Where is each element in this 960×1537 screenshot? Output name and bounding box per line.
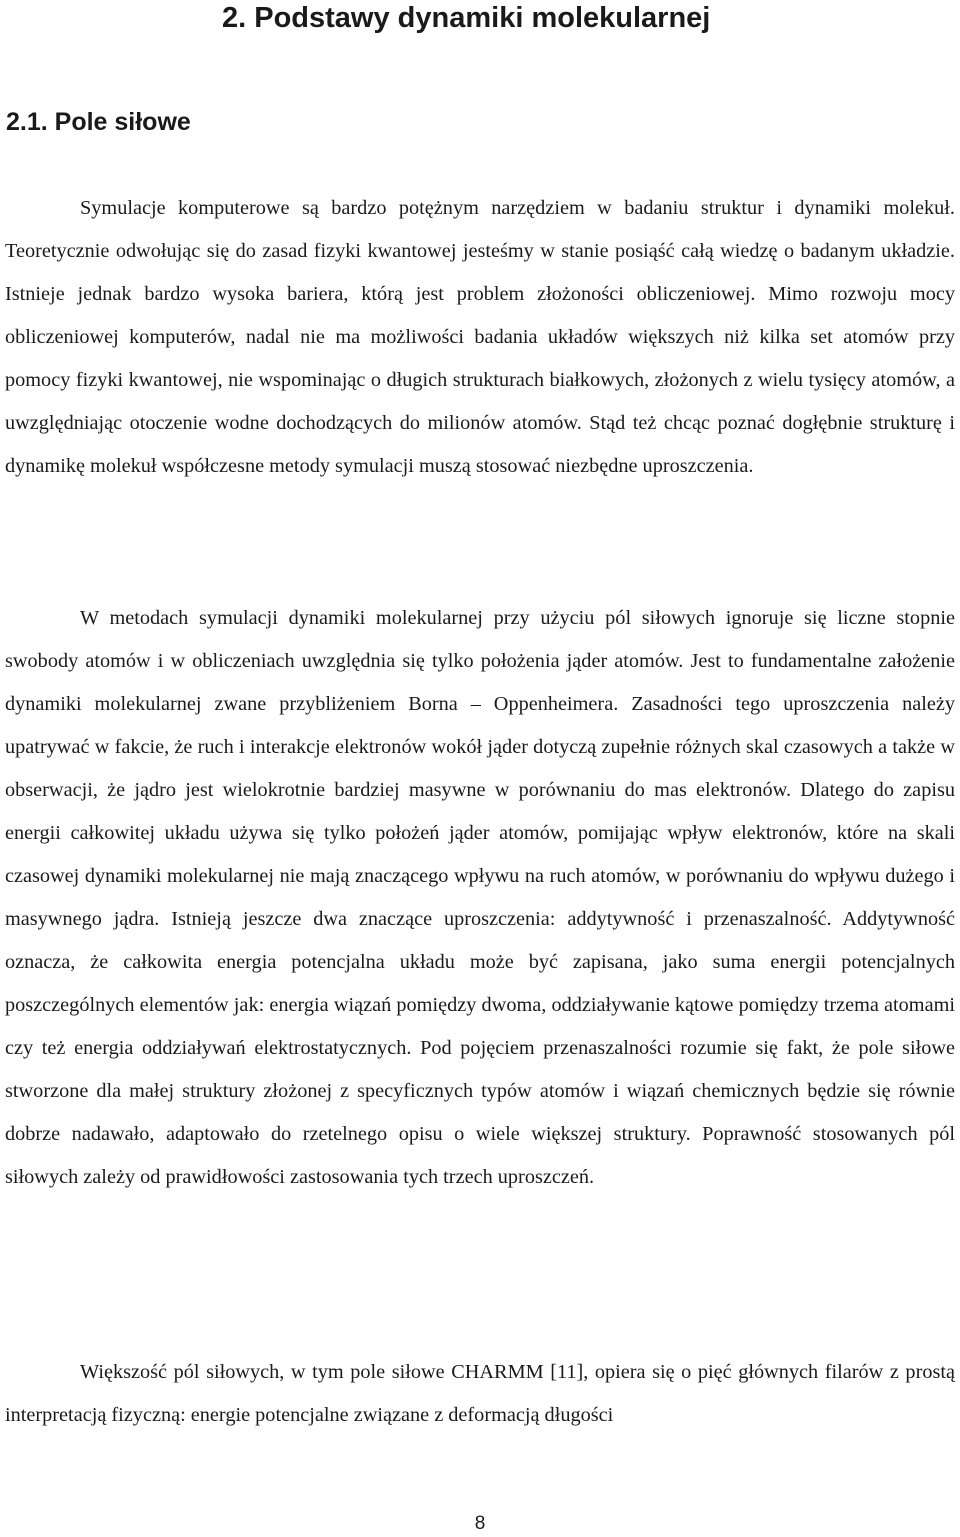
page-number: 8 <box>474 1513 486 1534</box>
paragraph-charmm: Większość pól siłowych, w tym pole siłowe CHARMM [11], opiera się o pięć głównych filarów z prostą interpretacją fizyczną: energie potencjalne związane z deformacją długości <box>5 1361 955 1426</box>
paragraph-simplifications: W metodach symulacji dynamiki molekularnej przy użyciu pól siłowych ignoruje się liczne stopnie swobody atomów i w obliczeniach uwzględnia się tylko położenia jąder atomów. Jest to fundamentalne założenie dynamiki molekularnej zwane przybliżeniem Borna – Oppenheimera. Zasadności tego uproszczenia należy upatrywać w fakcie, że ruch i interakcje elektronów wokół jąder dotyczą zupełnie różnych skal czasowych a także w obserwacji, że jądro jest wielokrotnie bardziej masywne w porównaniu do mas elektronów. Dlatego do zapisu energii całkowitej układu używa się tylko położeń jąder atomów, pomijając wpływ elektronów, które na skali czasowej dynamiki molekularnej nie mają znaczącego wpływu na ruch atomów, w porównaniu do wpływu dużego i masywnego jądra. Istnieją jeszcze dwa znaczące uproszczenia: addytywność i przenaszalność. Addytywność oznacza, że całkowita energia potencjalna układu może być zapisana, jako suma energii potencjalnych poszczególnych elementów jak: energia wiązań pomiędzy dwoma, oddziaływanie kątowe pomiędzy trzema atomami czy też energia oddziaływań elektrostatycznych. Pod pojęciem przenaszalności rozumie się fakt, że pole siłowe stworzone dla małej struktury złożonej z specyficznych typów atomów i wiązań chemicznych będzie się równie dobrze nadawało, adaptowało do rzetelnego opisu o wiele większej struktury. Poprawność stosowanych pól siłowych zależy od prawidłowości zastosowania tych trzech uproszczeń. <box>5 607 955 1188</box>
chapter-title: 2. Podstawy dynamiki molekularnej <box>222 2 711 34</box>
paragraph-intro: Symulacje komputerowe są bardzo potężnym narzędziem w badaniu struktur i dynamiki molekuł. Teoretycznie odwołując się do zasad fizyki kwantowej jesteśmy w stanie posiąść całą wiedzę o badanym układzie. Istnieje jednak bardzo wysoka bariera, którą jest problem złożoności obliczeniowej. Mimo rozwoju mocy obliczeniowej komputerów, nadal nie ma możliwości badania układów większych niż kilka set atomów przy pomocy fizyki kwantowej, nie wspominając o długich strukturach białkowych, złożonych z wielu tysięcy atomów, a uwzględniając otoczenie wodne dochodzących do milionów atomów. Stąd też chcąc poznać dogłębnie strukturę i dynamikę molekuł współczesne metody symulacji muszą stosować niezbędne uproszczenia. <box>5 197 955 477</box>
section-title: 2.1. Pole siłowe <box>6 108 191 136</box>
